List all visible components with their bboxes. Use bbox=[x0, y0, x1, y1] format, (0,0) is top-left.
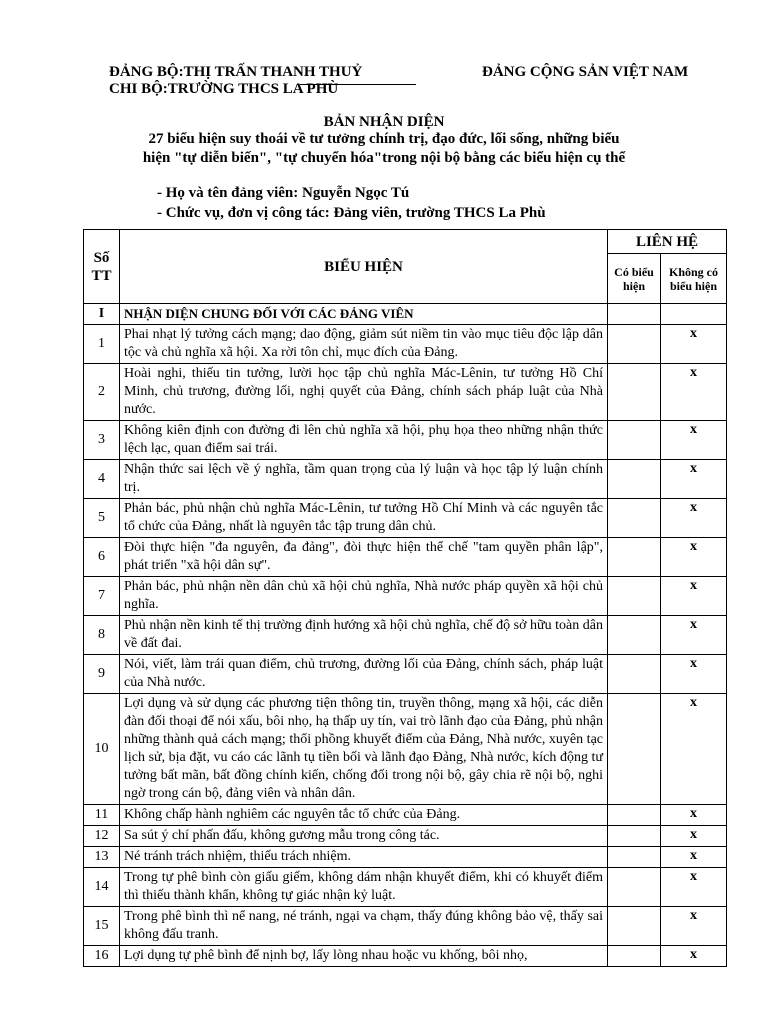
row-number: 9 bbox=[84, 655, 120, 694]
document-title: BẢN NHẬN DIỆN bbox=[323, 114, 445, 130]
member-name: - Họ và tên đảng viên: Nguyễn Ngọc Tú bbox=[157, 185, 410, 201]
party-cell-label: CHI BỘ:TRƯỜNG THCS LA PHÙ bbox=[109, 81, 339, 97]
row-text: Lợi dụng tự phê bình để nịnh bợ, lấy lòng nhau hoặc vu khống, bôi nhọ, bbox=[120, 946, 608, 967]
column-header-co: Có biểu hiện bbox=[608, 254, 661, 304]
row-co bbox=[608, 805, 661, 826]
row-number: 16 bbox=[84, 946, 120, 967]
row-co bbox=[608, 847, 661, 868]
row-co bbox=[608, 364, 661, 421]
row-khong: x bbox=[661, 577, 727, 616]
party-name-label: ĐẢNG CỘNG SẢN VIỆT NAM bbox=[482, 64, 689, 80]
section-title: NHẬN DIỆN CHUNG ĐỐI VỚI CÁC ĐẢNG VIÊN bbox=[120, 304, 608, 325]
row-number: 14 bbox=[84, 868, 120, 907]
table-row bbox=[84, 499, 727, 538]
column-header-bieu-hien: BIỂU HIỆN bbox=[120, 230, 608, 304]
table-row bbox=[84, 364, 727, 421]
table-row bbox=[84, 577, 727, 616]
row-khong: x bbox=[661, 655, 727, 694]
row-number: 4 bbox=[84, 460, 120, 499]
row-text: Sa sút ý chí phấn đấu, không gương mẫu trong công tác. bbox=[120, 826, 608, 847]
table-row bbox=[84, 460, 727, 499]
column-header-khong: Không có biểu hiện bbox=[661, 254, 727, 304]
table-row bbox=[84, 946, 727, 967]
row-text: Lợi dụng và sử dụng các phương tiện thông tin, truyền thông, mạng xã hội, các diễn đàn đối thoại để nói xấu, bôi nhọ, hạ thấp uy tín, vai trò lãnh đạo của Đảng, phủ nhận những thành quả cách mạng; thổi phồng khuyết điểm của Đảng, Nhà nước, xuyên tạc lịch sử, bịa đặt, vu cáo các lãnh tụ tiền bối và lãnh đạo Đảng, Nhà nước, kích động tư tưởng bất mãn, bất đồng chính kiến, chống đối trong nội bộ, gây chia rẽ nội bộ, nghi ngờ trong cán bộ, đảng viên và nhân dân. bbox=[120, 694, 608, 805]
row-co bbox=[608, 826, 661, 847]
row-co bbox=[608, 694, 661, 805]
row-khong: x bbox=[661, 805, 727, 826]
row-co bbox=[608, 907, 661, 946]
row-khong: x bbox=[661, 946, 727, 967]
column-header-stt: Số TT bbox=[84, 230, 120, 304]
row-co bbox=[608, 460, 661, 499]
row-number: 10 bbox=[84, 694, 120, 805]
row-khong: x bbox=[661, 421, 727, 460]
row-text: Né tránh trách nhiệm, thiếu trách nhiệm. bbox=[120, 847, 608, 868]
row-number: 3 bbox=[84, 421, 120, 460]
row-text: Nhận thức sai lệch về ý nghĩa, tầm quan trọng của lý luận và học tập lý luận chính trị. bbox=[120, 460, 608, 499]
row-number: 2 bbox=[84, 364, 120, 421]
row-khong: x bbox=[661, 538, 727, 577]
section-empty-co bbox=[608, 304, 661, 325]
row-khong: x bbox=[661, 847, 727, 868]
row-text: Trong phê bình thì nể nang, né tránh, ngại va chạm, thấy đúng không bảo vệ, thấy sai không đấu tranh. bbox=[120, 907, 608, 946]
section-number: I bbox=[84, 304, 120, 325]
row-co bbox=[608, 421, 661, 460]
row-khong: x bbox=[661, 460, 727, 499]
table-row bbox=[84, 694, 727, 805]
row-co bbox=[608, 499, 661, 538]
document-subtitle-line2: hiện "tự diễn biến", "tự chuyển hóa"trong nội bộ bằng các biểu hiện cụ thể bbox=[142, 150, 626, 166]
row-number: 8 bbox=[84, 616, 120, 655]
row-text: Nói, viết, làm trái quan điểm, chủ trương, đường lối của Đảng, chính sách, pháp luật của Nhà nước. bbox=[120, 655, 608, 694]
table-row bbox=[84, 826, 727, 847]
row-number: 15 bbox=[84, 907, 120, 946]
row-text: Phai nhạt lý tưởng cách mạng; dao động, giảm sút niềm tin vào mục tiêu độc lập dân tộc và chủ nghĩa xã hội. Xa rời tôn chỉ, mục đích của Đảng. bbox=[120, 325, 608, 364]
manifestation-table bbox=[83, 229, 727, 967]
column-header-lien-he: LIÊN HỆ bbox=[608, 230, 727, 254]
document-subtitle-line1: 27 biểu hiện suy thoái về tư tưởng chính trị, đạo đức, lối sống, những biểu bbox=[148, 131, 620, 147]
row-khong: x bbox=[661, 364, 727, 421]
table-row bbox=[84, 421, 727, 460]
row-co bbox=[608, 655, 661, 694]
party-committee-label: ĐẢNG BỘ:THỊ TRẤN THANH THUỶ bbox=[109, 64, 363, 80]
table-row bbox=[84, 907, 727, 946]
row-khong: x bbox=[661, 616, 727, 655]
row-number: 7 bbox=[84, 577, 120, 616]
table-row bbox=[84, 325, 727, 364]
row-khong: x bbox=[661, 826, 727, 847]
row-text: Phản bác, phủ nhận chủ nghĩa Mác-Lênin, tư tưởng Hồ Chí Minh và các nguyên tắc tổ chức của Đảng, nhất là nguyên tắc tập trung dân chủ. bbox=[120, 499, 608, 538]
row-number: 5 bbox=[84, 499, 120, 538]
row-khong: x bbox=[661, 325, 727, 364]
row-co bbox=[608, 325, 661, 364]
row-text: Phủ nhận nền kinh tế thị trường định hướng xã hội chủ nghĩa, chế độ sở hữu toàn dân về đất đai. bbox=[120, 616, 608, 655]
row-number: 11 bbox=[84, 805, 120, 826]
table-row bbox=[84, 805, 727, 826]
row-khong: x bbox=[661, 499, 727, 538]
row-khong: x bbox=[661, 907, 727, 946]
row-text: Trong tự phê bình còn giấu giếm, không dám nhận khuyết điểm, khi có khuyết điểm thì thiếu thành khẩn, không tự giác nhận kỷ luật. bbox=[120, 868, 608, 907]
table-row bbox=[84, 655, 727, 694]
table-row bbox=[84, 847, 727, 868]
row-number: 13 bbox=[84, 847, 120, 868]
row-co bbox=[608, 538, 661, 577]
table-row bbox=[84, 868, 727, 907]
row-khong: x bbox=[661, 694, 727, 805]
table-row bbox=[84, 616, 727, 655]
row-co bbox=[608, 868, 661, 907]
row-text: Không kiên định con đường đi lên chủ nghĩa xã hội, phụ họa theo những nhận thức lệch lạc, quan điểm sai trái. bbox=[120, 421, 608, 460]
row-number: 12 bbox=[84, 826, 120, 847]
row-khong: x bbox=[661, 868, 727, 907]
table-row bbox=[84, 538, 727, 577]
row-number: 6 bbox=[84, 538, 120, 577]
row-number: 1 bbox=[84, 325, 120, 364]
member-position: - Chức vụ, đơn vị công tác: Đảng viên, trường THCS La Phù bbox=[157, 205, 546, 221]
row-co bbox=[608, 946, 661, 967]
row-co bbox=[608, 616, 661, 655]
row-text: Phản bác, phủ nhận nền dân chủ xã hội chủ nghĩa, Nhà nước pháp quyền xã hội chủ nghĩa. bbox=[120, 577, 608, 616]
row-text: Không chấp hành nghiêm các nguyên tắc tổ chức của Đảng. bbox=[120, 805, 608, 826]
row-text: Đòi thực hiện "đa nguyên, đa đảng", đòi thực hiện thể chế "tam quyền phân lập", phát triển "xã hội dân sự". bbox=[120, 538, 608, 577]
section-empty-khong bbox=[661, 304, 727, 325]
row-text: Hoài nghi, thiếu tin tưởng, lười học tập chủ nghĩa Mác-Lênin, tư tưởng Hồ Chí Minh, chủ trương, đường lối, nghị quyết của Đảng, chính sách pháp luật của Nhà nước. bbox=[120, 364, 608, 421]
row-co bbox=[608, 577, 661, 616]
